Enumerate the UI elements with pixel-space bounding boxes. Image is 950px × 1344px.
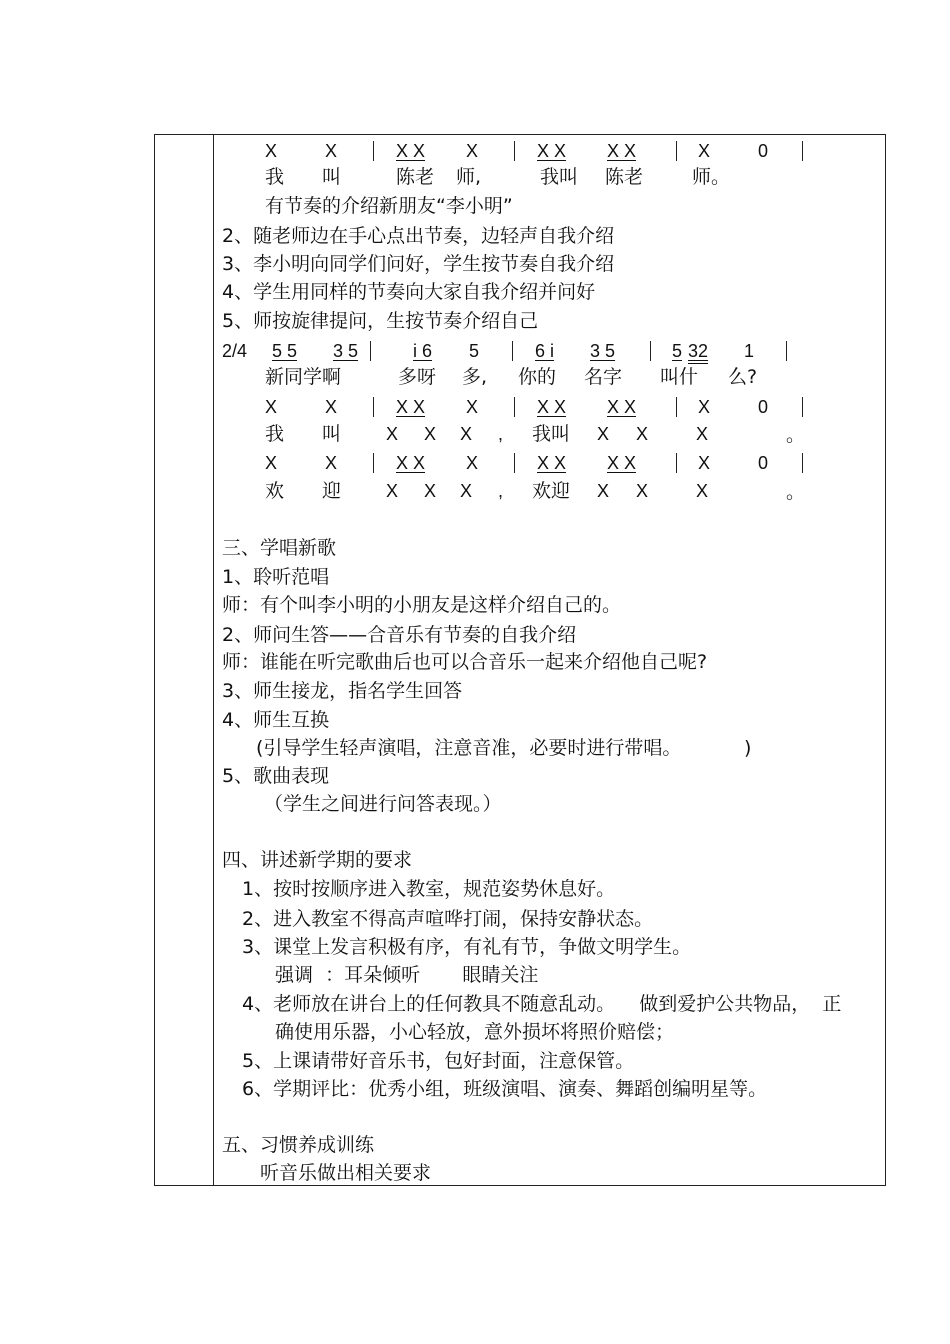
step-line: 2、随老师边在手心点出节奏，边轻声自我介绍 (222, 225, 615, 247)
lyric: 新同学啊 (265, 366, 342, 388)
table-column-divider (213, 134, 214, 1186)
note: X X (607, 397, 637, 417)
bar-line (514, 453, 515, 473)
note: X X (396, 141, 426, 161)
lyric: , (498, 481, 504, 501)
note: 3 5 (590, 341, 616, 361)
bar-line (373, 453, 374, 473)
note: X X (537, 141, 567, 161)
note: X (698, 141, 711, 161)
note: X X (537, 453, 567, 473)
text-line: 师：有个叫李小明的小朋友是这样介绍自己的。 (222, 594, 622, 616)
lyric: 迎 (322, 480, 342, 502)
bar-line (514, 141, 515, 161)
text-line: 1、按时按顺序进入教室，规范姿势休息好。 (242, 878, 616, 900)
lyric: X (424, 424, 437, 444)
lyric: 叫 (322, 423, 342, 445)
note: X (698, 397, 711, 417)
lyric: 师。 (692, 166, 731, 188)
note: X (265, 141, 278, 161)
note: X X (396, 397, 426, 417)
lyric: 叫什 (660, 366, 699, 388)
note: X (698, 453, 711, 473)
note: 6 i (535, 341, 555, 361)
lyric: 名字 (584, 366, 623, 388)
note: 0 (758, 453, 769, 473)
text-line: 强调 ：耳朵倾听 眼睛关注 (275, 964, 539, 986)
lyric: 欢 (265, 480, 285, 502)
lyric: 我 (265, 166, 285, 188)
bar-line (373, 397, 374, 417)
bar-line (802, 141, 803, 161)
note: X (466, 141, 479, 161)
lyric: 。 (786, 424, 806, 446)
text-line: 4、老师放在讲台上的任何教具不随意乱动。 做到爱护公共物品， 正 (242, 993, 842, 1015)
lyric: X (386, 424, 399, 444)
note: X (265, 397, 278, 417)
note: 3 5 (333, 341, 359, 361)
lyric: 。 (786, 481, 806, 503)
text-line: 2、师问生答——合音乐有节奏的自我介绍 (222, 624, 577, 646)
lyric: X (424, 481, 437, 501)
lyric: 多, (462, 366, 488, 388)
lyric: X (597, 424, 610, 444)
text-line: (引导学生轻声演唱，注意音准，必要时进行带唱。 (256, 737, 682, 759)
lyric: 我叫 (540, 166, 579, 188)
text-line: 2、进入教室不得高声喧哗打闹，保持安静状态。 (242, 908, 654, 930)
note: X X (396, 453, 426, 473)
note: 0 (758, 397, 769, 417)
bar-line (370, 341, 371, 361)
lyric: X (636, 481, 649, 501)
bar-line (802, 453, 803, 473)
lyric: X (460, 481, 473, 501)
step-line: 4、学生用同样的节奏向大家自我介绍并问好 (222, 281, 596, 303)
lyric: , (498, 424, 504, 444)
bar-line (802, 397, 803, 417)
note: 5 (672, 341, 683, 361)
bar-line (373, 141, 374, 161)
bar-line (512, 341, 513, 361)
lyric: X (386, 481, 399, 501)
text-line: 听音乐做出相关要求 (260, 1162, 432, 1184)
note: i 6 (413, 341, 433, 361)
note: X (325, 453, 338, 473)
text-line: 师：谁能在听完歌曲后也可以合音乐一起来介绍他自己呢? (222, 651, 708, 673)
lyric: 我 (265, 423, 285, 445)
section-heading: 五、习惯养成训练 (222, 1134, 375, 1156)
lyric: 师, (456, 166, 482, 188)
lyric: X (460, 424, 473, 444)
step-line: 3、李小明向同学们问好，学生按节奏自我介绍 (222, 253, 615, 275)
text-line: 3、师生接龙，指名学生回答 (222, 680, 463, 702)
lyric: X (696, 424, 709, 444)
lyric: 多呀 (398, 366, 437, 388)
note: X (265, 453, 278, 473)
lyric: 陈老 (396, 166, 435, 188)
text-line: 1、聆听范唱 (222, 566, 330, 588)
note: X (466, 453, 479, 473)
lyric: X (696, 481, 709, 501)
bar-line (786, 341, 787, 361)
text-line: 5、歌曲表现 (222, 765, 330, 787)
bar-line (676, 453, 677, 473)
bar-line (676, 141, 677, 161)
note: X (466, 397, 479, 417)
bar-line (514, 397, 515, 417)
text-line: （学生之间进行问答表现。） (264, 793, 502, 815)
text-line: 6、学期评比：优秀小组，班级演唱、演奏、舞蹈创编明星等。 (242, 1078, 768, 1100)
lyric: 我叫 (532, 423, 571, 445)
note: X (325, 141, 338, 161)
text-line: ) (744, 737, 752, 759)
lyric: 陈老 (605, 166, 644, 188)
time-signature: 2/4 (222, 341, 248, 361)
note: 32 (688, 341, 709, 361)
intro-line: 有节奏的介绍新朋友“李小明” (265, 195, 513, 217)
lyric: 欢迎 (532, 480, 571, 502)
text-line: 4、师生互换 (222, 709, 330, 731)
note: 5 5 (272, 341, 298, 361)
section-heading: 四、讲述新学期的要求 (222, 849, 413, 871)
note: X X (607, 453, 637, 473)
lyric: 叫 (322, 166, 342, 188)
bar-line (676, 397, 677, 417)
note: 0 (758, 141, 769, 161)
note: X X (607, 141, 637, 161)
section-heading: 三、学唱新歌 (222, 537, 337, 559)
bar-line (650, 341, 651, 361)
note: 1 (744, 341, 755, 361)
note: X X (537, 397, 567, 417)
note: 5 (469, 341, 480, 361)
lyric: X (636, 424, 649, 444)
text-line: 5、上课请带好音乐书，包好封面，注意保管。 (242, 1050, 635, 1072)
lyric: 么? (728, 366, 758, 388)
text-line: 确使用乐器，小心轻放，意外损坏将照价赔偿； (275, 1021, 675, 1043)
lyric: X (597, 481, 610, 501)
text-line: 3、课堂上发言积极有序，有礼有节，争做文明学生。 (242, 936, 692, 958)
step-line: 5、师按旋律提问，生按节奏介绍自己 (222, 310, 539, 332)
note: X (325, 397, 338, 417)
lyric: 你的 (518, 366, 557, 388)
